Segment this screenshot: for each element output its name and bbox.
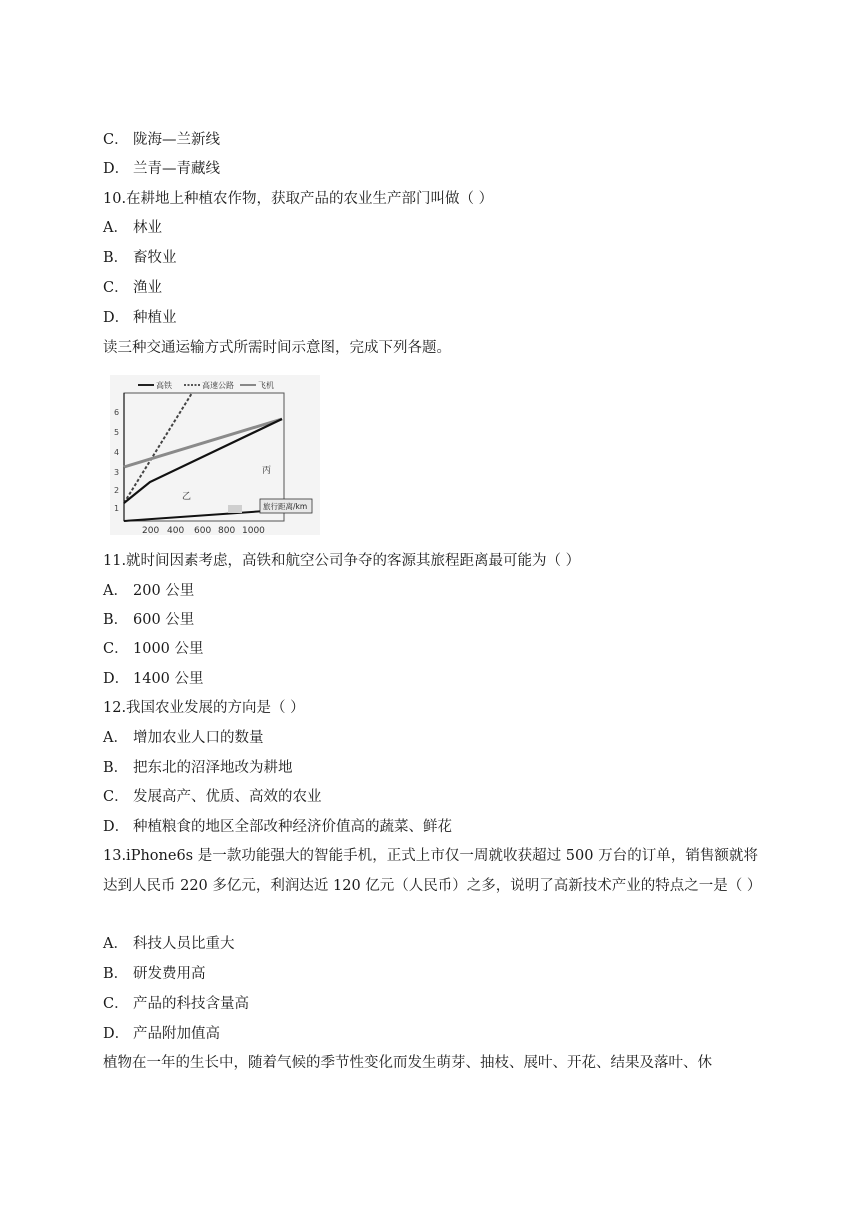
q13-option-c[interactable] xyxy=(103,994,249,1014)
y-tick: 5 xyxy=(114,428,120,437)
option-text: 研发费用高 xyxy=(133,966,206,982)
q12-option-c[interactable] xyxy=(103,787,322,807)
option-text: 1000 公里 xyxy=(133,641,204,657)
x-tick: 200 xyxy=(142,526,160,535)
option-text: 兰青—青藏线 xyxy=(133,161,220,177)
q9-option-d[interactable] xyxy=(103,159,220,179)
transport-chart-svg xyxy=(110,375,320,535)
option-text: 增加农业人口的数量 xyxy=(133,730,264,746)
option-text: 1400 公里 xyxy=(133,671,204,687)
q11-stem: 11.就时间因素考虑，高铁和航空公司争夺的客源其旅程距离最可能为（ ） xyxy=(103,553,581,569)
q12-option-d[interactable] xyxy=(103,817,452,837)
option-letter: C． xyxy=(103,280,129,296)
option-letter: C． xyxy=(103,789,129,805)
figure-shade xyxy=(228,505,242,513)
option-text: 畜牧业 xyxy=(133,250,177,266)
y-tick: 2 xyxy=(114,486,120,495)
q10-stem: 10.在耕地上种植农作物，获取产品的农业生产部门叫做（ ） xyxy=(103,191,494,207)
legend-hsr: 高铁 xyxy=(156,381,172,390)
option-letter: A． xyxy=(103,583,128,599)
option-letter: A． xyxy=(103,936,128,952)
q11-option-c[interactable] xyxy=(103,639,204,659)
q13-stem: 13.iPhone6s 是一款功能强大的智能手机，正式上市仅一周就收获超过 500 万台的订单，销售额就将达到人民币 220 多亿元，利润达近 120 亿元（人民币）之多，说明了高新技术产业的特点之一是（ ） xyxy=(103,848,762,894)
q12-stem: 12.我国农业发展的方向是（ ） xyxy=(103,700,305,716)
x-tick: 400 xyxy=(167,526,185,535)
option-text: 产品附加值高 xyxy=(133,1026,220,1042)
q9-option-c[interactable] xyxy=(103,130,220,150)
q12-option-b[interactable] xyxy=(103,758,293,778)
option-text: 陇海—兰新线 xyxy=(133,132,220,148)
option-letter: D． xyxy=(103,310,130,326)
option-letter: D． xyxy=(103,671,130,687)
option-letter: B． xyxy=(103,612,129,628)
option-letter: C． xyxy=(103,641,129,657)
q13-option-a[interactable] xyxy=(103,934,235,954)
option-text: 200 公里 xyxy=(133,583,195,599)
region-label-bing: 丙 xyxy=(262,466,272,476)
option-text: 渔业 xyxy=(133,280,162,296)
q13-option-d[interactable] xyxy=(103,1024,220,1044)
q10-option-b[interactable] xyxy=(103,248,177,268)
option-letter: D． xyxy=(103,1026,130,1042)
option-letter: B． xyxy=(103,760,129,776)
option-letter: A． xyxy=(103,220,128,236)
x-tick: 1000 xyxy=(242,526,265,535)
q11-option-b[interactable] xyxy=(103,610,194,630)
q11-option-d[interactable] xyxy=(103,669,204,689)
q10-option-a[interactable] xyxy=(103,218,162,238)
option-text: 把东北的沼泽地改为耕地 xyxy=(133,760,293,776)
y-tick: 6 xyxy=(114,408,120,417)
q10-option-d[interactable] xyxy=(103,308,177,328)
x-axis-label: 旅行距离/km xyxy=(263,502,308,511)
option-letter: C． xyxy=(103,132,129,148)
option-letter: D． xyxy=(103,819,130,835)
transport-time-figure xyxy=(110,375,320,535)
q13-option-b[interactable] xyxy=(103,964,206,984)
option-letter: A． xyxy=(103,730,128,746)
q12-option-a[interactable] xyxy=(103,728,264,748)
transport-intro: 读三种交通运输方式所需时间示意图，完成下列各题。 xyxy=(103,340,451,356)
option-letter: B． xyxy=(103,966,129,982)
option-text: 科技人员比重大 xyxy=(133,936,235,952)
q10-option-c[interactable] xyxy=(103,278,162,298)
y-tick: 4 xyxy=(114,448,120,457)
option-letter: B． xyxy=(103,250,129,266)
plants-intro: 植物在一年的生长中，随着气候的季节性变化而发生萌芽、抽枝、展叶、开花、结果及落叶、休 xyxy=(103,1055,712,1071)
x-tick: 600 xyxy=(194,526,212,535)
legend-highway: 高速公路 xyxy=(202,381,234,390)
option-letter: D． xyxy=(103,161,130,177)
option-letter: C． xyxy=(103,996,129,1012)
y-tick: 1 xyxy=(114,504,120,513)
q11-option-a[interactable] xyxy=(103,581,194,601)
region-label-yi: 乙 xyxy=(182,492,192,502)
option-text: 种植业 xyxy=(133,310,177,326)
option-text: 种植粮食的地区全部改种经济价值高的蔬菜、鲜花 xyxy=(133,819,452,835)
option-text: 产品的科技含量高 xyxy=(133,996,249,1012)
x-tick: 800 xyxy=(218,526,236,535)
option-text: 600 公里 xyxy=(133,612,195,628)
option-text: 林业 xyxy=(133,220,162,236)
option-text: 发展高产、优质、高效的农业 xyxy=(133,789,322,805)
legend-plane: 飞机 xyxy=(258,381,274,390)
y-tick: 3 xyxy=(114,468,120,477)
